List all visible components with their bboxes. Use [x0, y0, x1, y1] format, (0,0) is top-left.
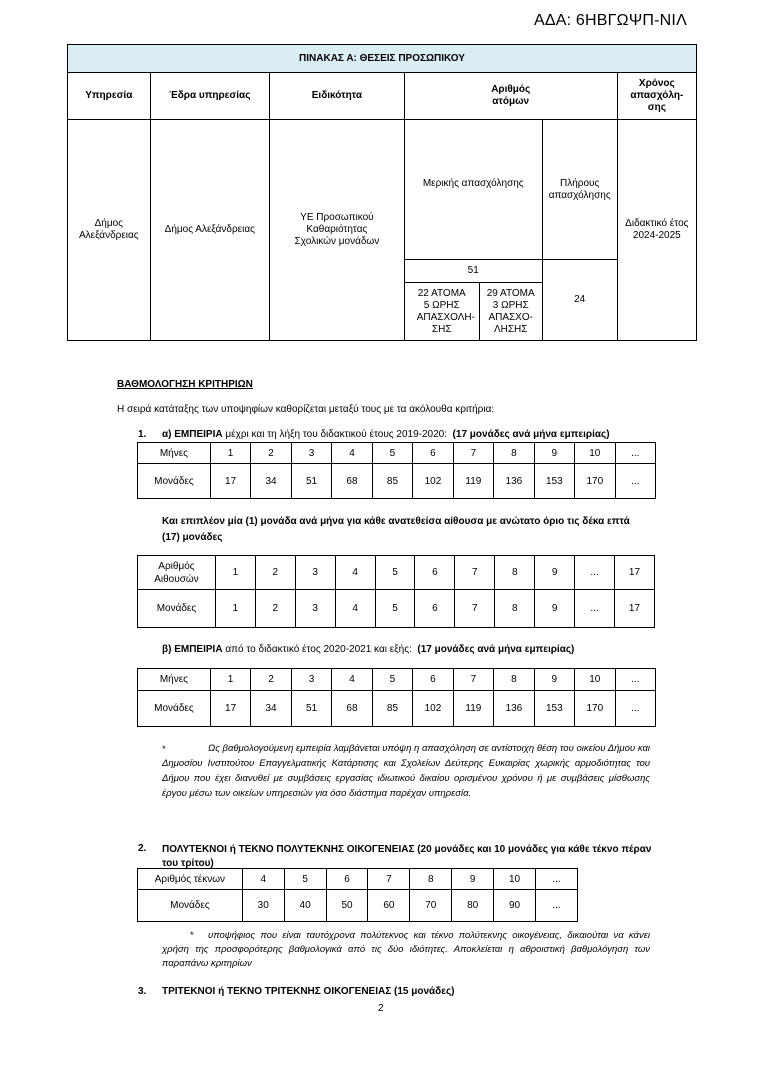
table-cell: 9 [534, 443, 574, 464]
table-cell: 40 [284, 890, 326, 922]
full-time-text: Πλήρους απασχόλησης [548, 178, 611, 201]
table-cell: 34 [251, 464, 291, 499]
intro-text: Η σειρά κατάταξης των υποψηφίων καθορίζεται μεταξύ τους με τα ακόλουθα κριτήρια: [117, 404, 495, 415]
table-cell: 51 [291, 691, 331, 727]
table-cell: 9 [535, 590, 575, 628]
criterion-3-title: ΤΡΙΤΕΚΝΟΙ ή ΤΕΚΝΟ ΤΡΙΤΕΚΝΗΣ ΟΙΚΟΓΕΝΕΙΑΣ (15 μονάδες) [162, 986, 455, 997]
cell-part-a [404, 283, 479, 341]
table-cell: ... [536, 890, 578, 922]
table-cell: 1 [215, 590, 255, 628]
row-label [138, 556, 216, 590]
header-service: Υπηρεσία [68, 73, 151, 120]
table-cell: 2 [255, 590, 295, 628]
table-cell: 17 [210, 691, 250, 727]
header-persons [404, 73, 617, 120]
row-label: Μήνες [138, 669, 211, 691]
positions-table-title: ΠΙΝΑΚΑΣ Α: ΘΕΣΕΙΣ ΠΡΟΣΩΠΙΚΟΥ [68, 45, 697, 73]
table-cell: 85 [372, 464, 412, 499]
table-cell: 9 [535, 556, 575, 590]
table-cell: 10 [494, 869, 536, 890]
positions-table [67, 44, 697, 341]
table-cell: 5 [372, 669, 412, 691]
table-cell: 3 [295, 590, 335, 628]
criterion-1b-heading [162, 644, 574, 655]
criterion-1b-points: (17 μονάδες ανά μήνα εμπειρίας) [417, 644, 575, 655]
table-cell: 1 [210, 443, 250, 464]
table-cell: 2 [251, 669, 291, 691]
cell-seat: Δήμος Αλεξάνδρειας [150, 120, 269, 341]
cell-full-total: 24 [542, 260, 617, 341]
table-cell: 1 [210, 669, 250, 691]
table-cell: 153 [534, 691, 574, 727]
table-cell: 10 [575, 669, 615, 691]
ada-code: ΑΔΑ: 6ΗΒΓΩΨΠ-ΝΙΛ [534, 12, 687, 29]
table-cell: 5 [375, 556, 415, 590]
table-cell: 85 [372, 691, 412, 727]
table-cell: ... [615, 691, 655, 727]
table-cell: 34 [251, 691, 291, 727]
table-cell: ... [536, 869, 578, 890]
page-number: 2 [378, 1003, 384, 1014]
table-cell: 153 [534, 464, 574, 499]
cell-part-b [479, 283, 542, 341]
header-persons-text: Αριθμός ατόμων [491, 84, 531, 107]
table-cell: ... [575, 556, 615, 590]
criterion-1a-text: μέχρι και τη λήξη του διδακτικού έτους 2019-2020: [222, 429, 447, 440]
duration-text: Διδακτικό έτος 2024-2025 [625, 218, 689, 241]
table-cell: 7 [453, 669, 493, 691]
table-cell: 4 [242, 869, 284, 890]
table-cell: 5 [372, 443, 412, 464]
header-seat: Έδρα υπηρεσίας [150, 73, 269, 120]
row-label: Μονάδες [138, 890, 243, 922]
table-cell: 119 [453, 691, 493, 727]
note-star-2: * [190, 930, 194, 941]
table-cell: 60 [368, 890, 410, 922]
table-cell: ... [615, 443, 655, 464]
table-cell: 136 [494, 691, 534, 727]
cell-part-total: 51 [404, 260, 542, 283]
table-cell: ... [615, 464, 655, 499]
cell-specialty [270, 120, 405, 341]
table-cell: 17 [614, 590, 654, 628]
specialty-text: ΥΕ Προσωπικού Καθαριότητας Σχολικών μονάδων [294, 212, 380, 247]
row-label: Μήνες [138, 443, 211, 464]
table-cell: 170 [575, 464, 615, 499]
table-cell: ... [575, 590, 615, 628]
rooms-label-text: Αριθμός Αιθουσών [154, 560, 199, 585]
table-cell: 4 [332, 443, 372, 464]
table-cell: 119 [453, 464, 493, 499]
table-cell: 3 [295, 556, 335, 590]
table-cell: 102 [413, 464, 453, 499]
criterion-1a-heading [162, 429, 610, 440]
table-cell: 50 [326, 890, 368, 922]
table-cell: 3 [291, 443, 331, 464]
cell-service [68, 120, 151, 341]
table-cell: 5 [284, 869, 326, 890]
months-table-b [137, 668, 656, 727]
table-cell: 7 [455, 556, 495, 590]
table-cell: 5 [375, 590, 415, 628]
table-cell: 1 [215, 556, 255, 590]
cell-duration [617, 120, 696, 341]
children-note: υποψήφιος που είναι ταυτόχρονα πολύτεκνος και τέκνο πολύτεκνης οικογένειας, δικαιούται να κάνει χρήση της προσφορότερης βαθμολογικά από τις δύο ιδιότητες. Αποκλείεται η αθροιστική βαθμολόγηση των παραπάνω κριτηρίων [162, 930, 650, 969]
table-cell: 17 [614, 556, 654, 590]
criterion-3-number: 3. [138, 986, 147, 997]
table-cell: 10 [575, 443, 615, 464]
row-label: Μονάδες [138, 590, 216, 628]
table-cell: 9 [452, 869, 494, 890]
table-cell: 6 [415, 556, 455, 590]
table-cell: 17 [210, 464, 250, 499]
table-cell: 70 [410, 890, 452, 922]
criterion-1b-bold: β) ΕΜΠΕΙΡΙΑ [162, 644, 223, 655]
table-cell: 80 [452, 890, 494, 922]
table-cell: 51 [291, 464, 331, 499]
part-b-text: 29 ΑΤΟΜΑ 3 ΩΡΗΣ ΑΠΑΣΧΟ-ΛΗΣΗΣ [486, 287, 535, 335]
criterion-1-extra: Και επιπλέον μία (1) μονάδα ανά μήνα για κάθε ανατεθείσα αίθουσα με ανώτατο όριο τις δέκα επτά (17) μονάδες [162, 516, 630, 543]
criterion-2-title: ΠΟΛΥΤΕΚΝΟΙ ή ΤΕΚΝΟ ΠΟΛΥΤΕΚΝΗΣ ΟΙΚΟΓΕΝΕΙΑΣ (20 μονάδες και 10 μονάδες για κάθε τέκνο πέραν του τρίτου) [162, 844, 652, 869]
children-table [137, 868, 578, 922]
table-cell: 4 [335, 556, 375, 590]
table-cell: 7 [453, 443, 493, 464]
table-cell: 6 [413, 443, 453, 464]
table-cell: 90 [494, 890, 536, 922]
table-cell: 9 [534, 669, 574, 691]
table-cell: 8 [410, 869, 452, 890]
table-cell: 2 [251, 443, 291, 464]
table-cell: 6 [415, 590, 455, 628]
table-cell: 2 [255, 556, 295, 590]
experience-note: Ως βαθμολογούμενη εμπειρία λαμβάνεται υπόψη η απασχόληση σε αντίστοιχη θέση του οικείου Δήμου και Δημοσίου Ινστιτούτου Επαγγελματικής Κατάρτισης και Σχολείων Δεύτερης Ευκαιρίας χωρικής αρμοδιότητας του Δήμου που έχει διανυθεί με συμβάσεις εργασίας ιδιωτικού δικαίου ορισμένου χρόνου ή με συμβάσεις μίσθωσης έργου μέσω των οικείων υπηρεσιών για όσο διάστημα παρέχαν υπηρεσία. [162, 743, 650, 799]
service-text: Δήμος Αλεξάνδρειας [78, 218, 139, 241]
table-cell: 68 [332, 464, 372, 499]
table-cell: 3 [291, 669, 331, 691]
part-a-text: 22 ΑΤΟΜΑ 5 ΩΡΗΣ ΑΠΑΣΧΟΛΗ-ΣΗΣ [416, 287, 475, 335]
header-duration-text: Χρόνος απασχόλη-σης [630, 78, 684, 113]
table-cell: 30 [242, 890, 284, 922]
section-title: ΒΑΘΜΟΛΟΓΗΣΗ ΚΡΙΤΗΡΙΩΝ [117, 379, 253, 390]
cell-full-time [542, 120, 617, 260]
criterion-1b-text: από το διδακτικό έτος 2020-2021 και εξής: [222, 644, 412, 655]
table-cell: 6 [413, 669, 453, 691]
months-table-a [137, 442, 656, 499]
cell-part-time: Μερικής απασχόλησης [404, 120, 542, 260]
criterion-1-number: 1. [138, 429, 147, 440]
row-label: Μονάδες [138, 691, 211, 727]
table-cell: 8 [495, 556, 535, 590]
note-star: * [162, 744, 166, 755]
table-cell: 8 [495, 590, 535, 628]
criterion-2-number: 2. [138, 843, 147, 854]
table-cell: 136 [494, 464, 534, 499]
table-cell: 7 [455, 590, 495, 628]
header-duration [617, 73, 696, 120]
header-specialty: Ειδικότητα [270, 73, 405, 120]
criterion-1a-bold: α) ΕΜΠΕΙΡΙΑ [162, 429, 223, 440]
table-cell: 7 [368, 869, 410, 890]
table-cell: ... [615, 669, 655, 691]
table-cell: 8 [494, 669, 534, 691]
table-cell: 8 [494, 443, 534, 464]
row-label: Αριθμός τέκνων [138, 869, 243, 890]
criterion-1a-points: (17 μονάδες ανά μήνα εμπειρίας) [452, 429, 610, 440]
table-cell: 4 [335, 590, 375, 628]
table-cell: 102 [413, 691, 453, 727]
rooms-table [137, 555, 655, 628]
table-cell: 68 [332, 691, 372, 727]
table-cell: 4 [332, 669, 372, 691]
row-label: Μονάδες [138, 464, 211, 499]
table-cell: 6 [326, 869, 368, 890]
table-cell: 170 [575, 691, 615, 727]
